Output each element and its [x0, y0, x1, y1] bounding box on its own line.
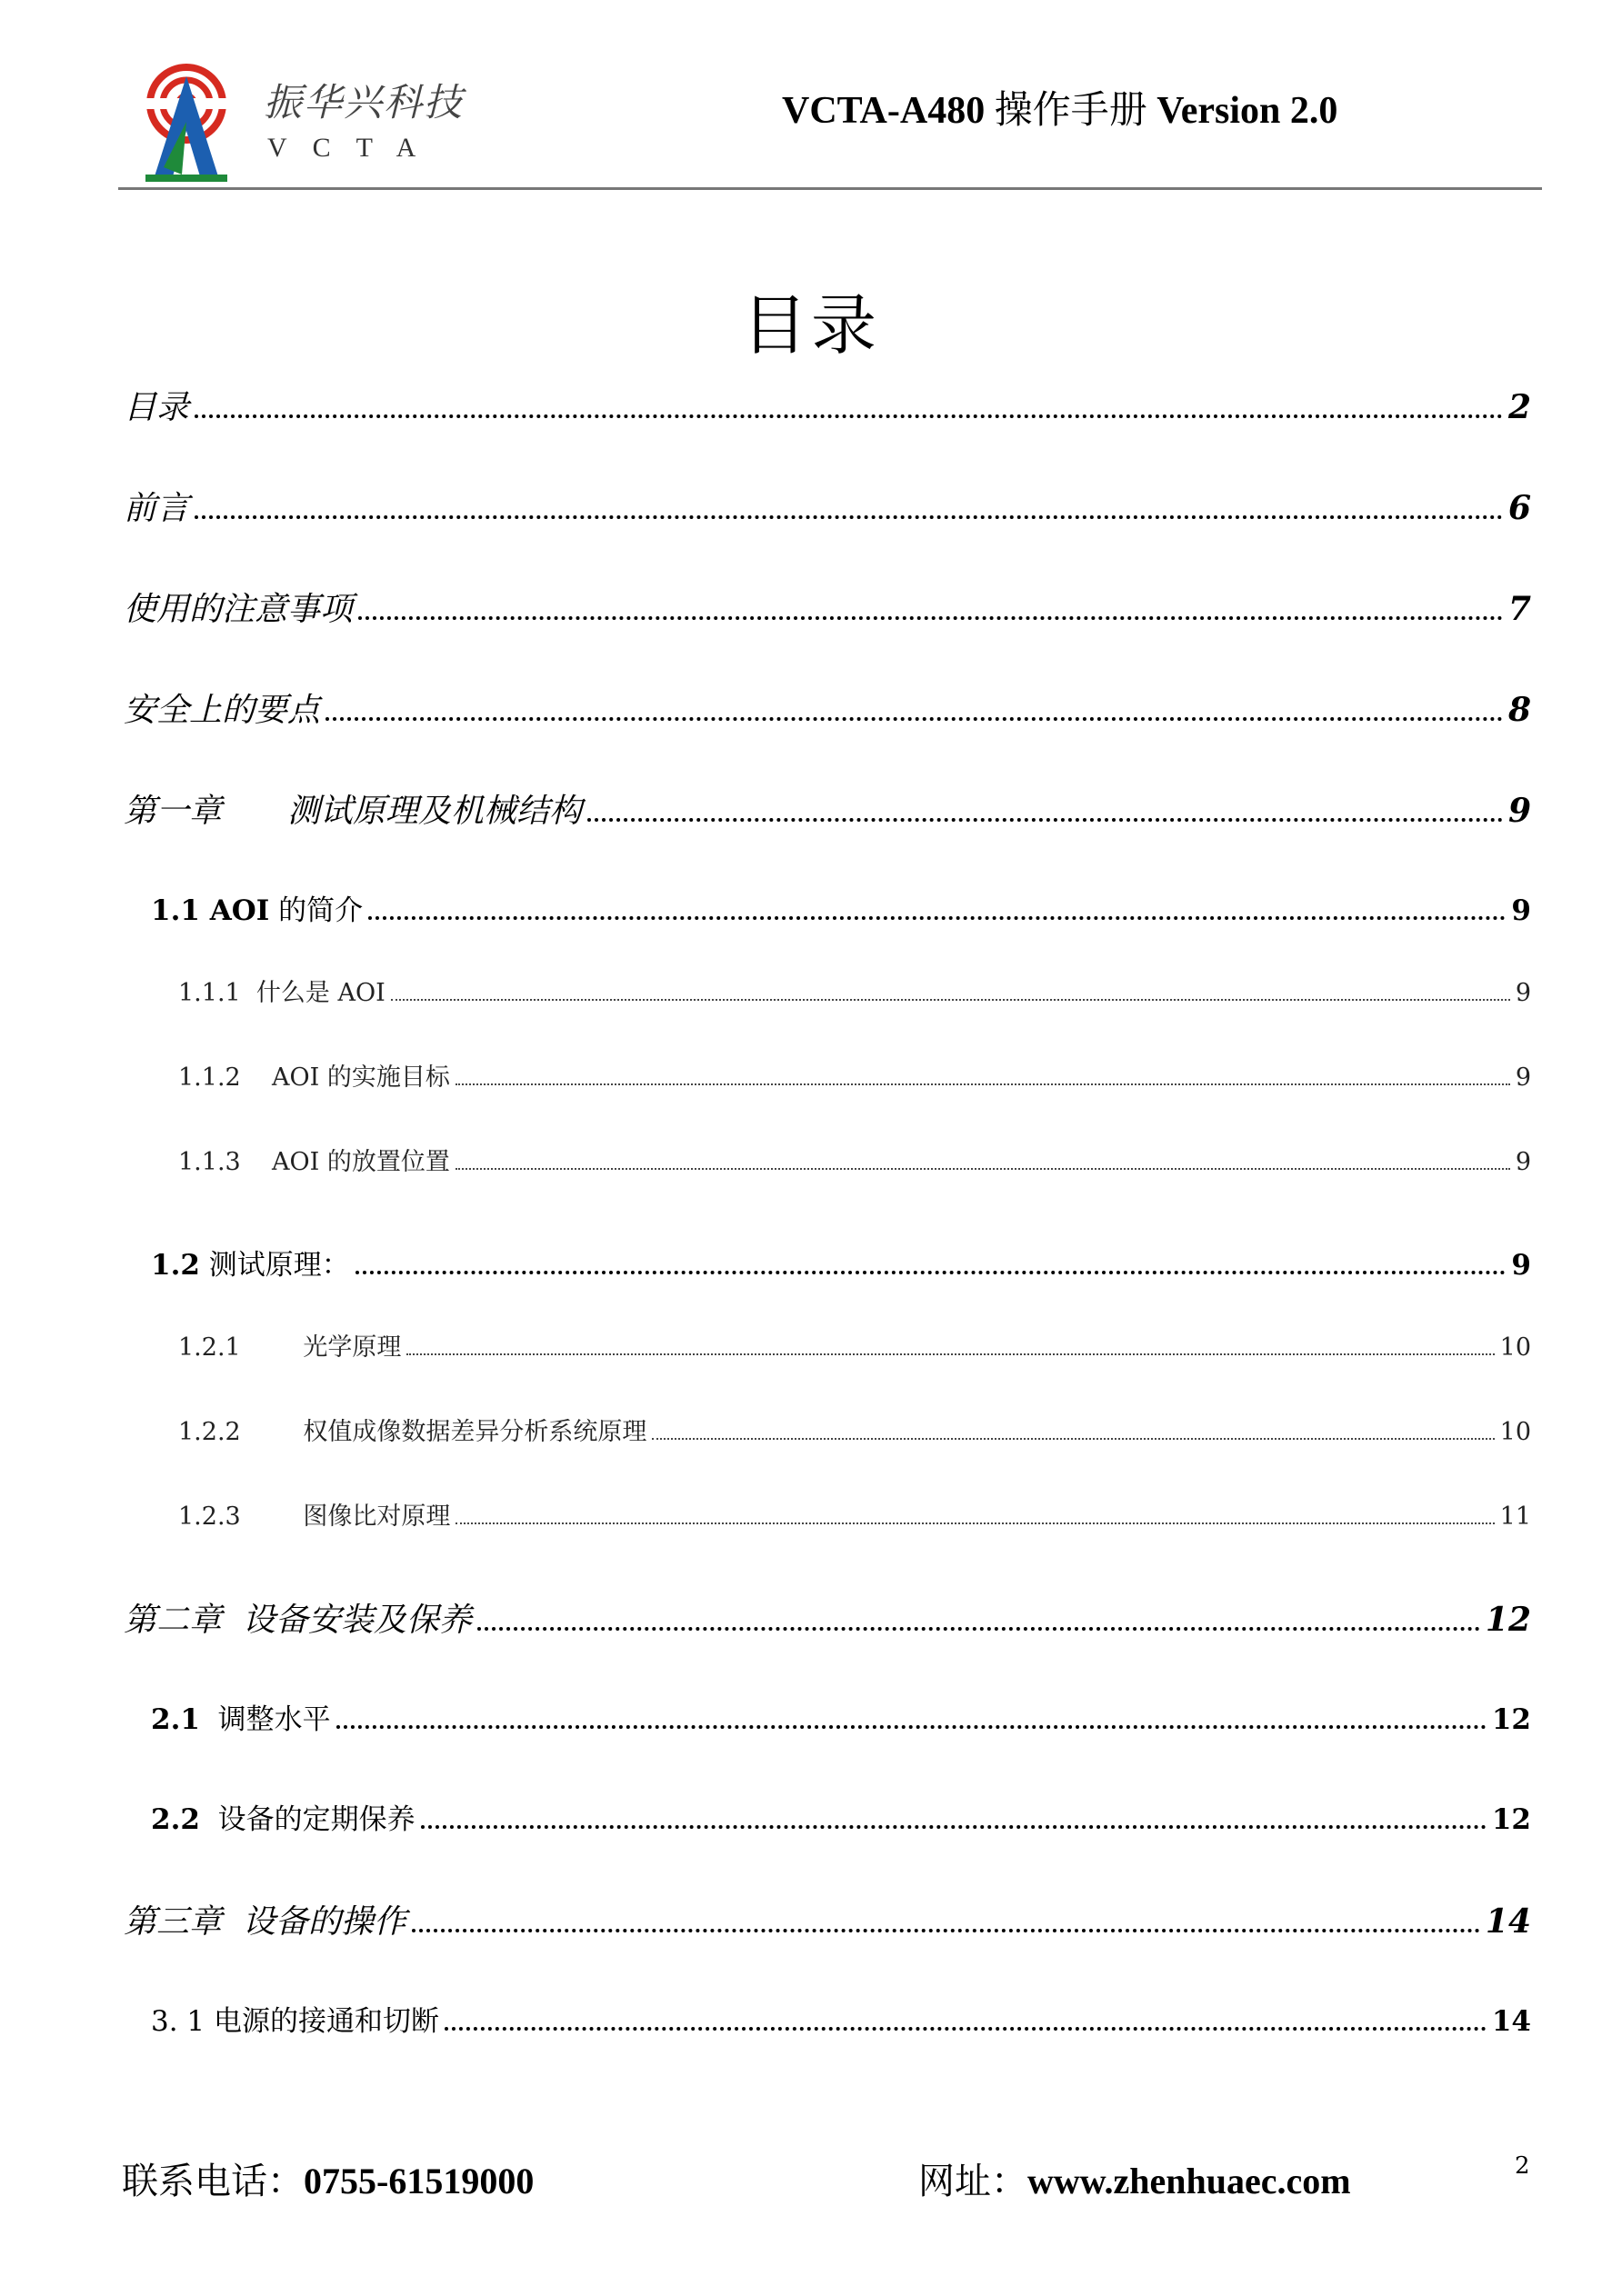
toc-entry[interactable]	[178, 973, 1531, 1008]
toc-entry[interactable]	[124, 785, 1531, 832]
footer-website	[918, 2152, 1351, 2204]
toc-entry-label	[151, 1242, 350, 1283]
toc-entry[interactable]	[178, 1496, 1531, 1532]
toc-leader-dots	[587, 818, 1503, 822]
toc-leader-dots	[355, 1271, 1507, 1274]
toc-entry[interactable]	[178, 1412, 1531, 1447]
toc-leader-dots	[445, 2027, 1487, 2031]
toc-entry-page: 9	[1507, 792, 1531, 830]
toc-entry-label: 1.2.1 光学原理	[178, 1333, 402, 1362]
toc-entry[interactable]	[178, 1142, 1531, 1177]
toc-entry-label	[151, 887, 363, 928]
toc-entry-label	[151, 1696, 331, 1737]
toc-entry-label: 1.1.3 AOI 的放置位置	[178, 1148, 450, 1176]
toc-entry-page: 8	[1507, 691, 1531, 729]
toc-leader-dots	[195, 515, 1503, 519]
toc-entry-page: 12	[1485, 1601, 1531, 1639]
toc-entry-label: 1.1.1 什么是 AOI	[178, 979, 385, 1007]
page-title: 目录	[741, 287, 880, 364]
website-url[interactable]: www.zhenhuaec.com	[1027, 2161, 1351, 2201]
website-label: 网址：	[918, 2161, 1027, 2202]
toc-leader-dots	[456, 1522, 1494, 1524]
toc-entry-page: 14	[1485, 1902, 1531, 1941]
toc-entry[interactable]	[124, 684, 1531, 731]
brand-name-cn: 振华兴科技	[264, 80, 465, 125]
toc-leader-dots	[195, 414, 1503, 418]
toc-entry[interactable]	[151, 887, 1531, 928]
toc-leader-dots	[406, 1353, 1494, 1355]
toc-entry-page: 9	[1511, 1249, 1531, 1282]
toc-entry[interactable]	[178, 1327, 1531, 1363]
toc-entry[interactable]	[151, 1796, 1531, 1837]
toc-entry-page: 9	[1515, 979, 1531, 1007]
toc-entry-label: 安全上的要点	[124, 692, 321, 729]
toc-leader-dots	[368, 916, 1506, 920]
toc-entry[interactable]	[151, 1998, 1531, 2039]
toc-entry[interactable]	[151, 1696, 1531, 1737]
toc-entry-number: 1.1 AOI	[151, 894, 270, 927]
page-number: 2	[1515, 2152, 1530, 2180]
toc-entry-page: 11	[1499, 1502, 1531, 1531]
toc-leader-dots	[456, 1083, 1510, 1085]
toc-leader-dots	[358, 616, 1503, 620]
toc-entry-label: 1.2.2 权值成像数据差异分析系统原理	[178, 1418, 647, 1446]
toc-entry-text: 的简介	[269, 894, 364, 927]
toc-entry-page: 2	[1507, 388, 1531, 426]
toc-leader-dots	[456, 1168, 1510, 1170]
header-divider	[118, 187, 1542, 190]
toc-entry[interactable]	[124, 584, 1531, 630]
toc-leader-dots	[325, 717, 1503, 721]
toc-entry-number: 2.1	[151, 1703, 200, 1736]
toc-leader-dots	[421, 1825, 1487, 1829]
document-title	[782, 80, 1337, 135]
toc-entry-page: 9	[1511, 894, 1531, 927]
toc-entry-page: 9	[1515, 1063, 1531, 1092]
toc-entry-page: 10	[1499, 1418, 1531, 1446]
toc-entry-number: 1.2	[151, 1249, 200, 1282]
toc-entry[interactable]	[124, 1896, 1531, 1942]
brand-name-en: VCTA	[267, 133, 442, 163]
toc-entry-page: 12	[1491, 1703, 1531, 1736]
vcta-logo-icon	[136, 58, 236, 185]
contact-label: 联系电话：	[122, 2161, 304, 2202]
toc-entry-page: 10	[1499, 1333, 1531, 1362]
toc-entry[interactable]	[151, 1242, 1531, 1283]
toc-entry-page: 14	[1491, 2005, 1531, 2038]
toc-entry-label: 使用的注意事项	[124, 591, 354, 628]
doc-title-cn: 操作手册	[994, 90, 1147, 132]
page-header	[118, 45, 1542, 191]
toc-entry-label: 1.2.3 图像比对原理	[178, 1502, 451, 1531]
toc-entry-label	[151, 1796, 416, 1837]
toc-entry[interactable]	[124, 483, 1531, 529]
toc-entry-page: 9	[1515, 1148, 1531, 1176]
toc-entry-label: 第三章 设备的操作	[124, 1903, 406, 1941]
toc-entry-label: 第二章 设备安装及保养	[124, 1602, 472, 1639]
toc-entry-page: 12	[1491, 1803, 1531, 1836]
toc-leader-dots	[652, 1438, 1494, 1440]
toc-entry-label: 第一章 测试原理及机械结构	[124, 793, 583, 830]
toc-entry-label: 目录	[124, 389, 190, 426]
toc-leader-dots	[391, 999, 1510, 1001]
toc-entry-text: 调整水平	[199, 1703, 331, 1736]
toc-entry-label: 1.1.2 AOI 的实施目标	[178, 1063, 450, 1092]
toc-entry[interactable]	[178, 1057, 1531, 1093]
doc-version: Version 2.0	[1156, 90, 1338, 132]
toc-entry-text: 设备的定期保养	[199, 1803, 416, 1836]
toc-leader-dots	[412, 1929, 1480, 1932]
toc-entry[interactable]	[124, 382, 1531, 428]
toc-leader-dots	[477, 1627, 1480, 1631]
toc-entry-page: 7	[1507, 590, 1531, 628]
doc-model: VCTA-A480	[782, 90, 986, 132]
footer-contact	[122, 2152, 534, 2204]
toc-entry-number: 2.2	[151, 1803, 200, 1836]
contact-phone: 0755-61519000	[304, 2161, 535, 2201]
toc-leader-dots	[336, 1725, 1487, 1729]
toc-entry-page: 6	[1507, 489, 1531, 527]
toc-entry-text: 测试原理：	[199, 1249, 350, 1282]
toc-entry-label: 3. 1 电源的接通和切断	[151, 2005, 440, 2038]
toc-entry-label: 前言	[124, 490, 190, 527]
toc-entry[interactable]	[124, 1594, 1531, 1641]
